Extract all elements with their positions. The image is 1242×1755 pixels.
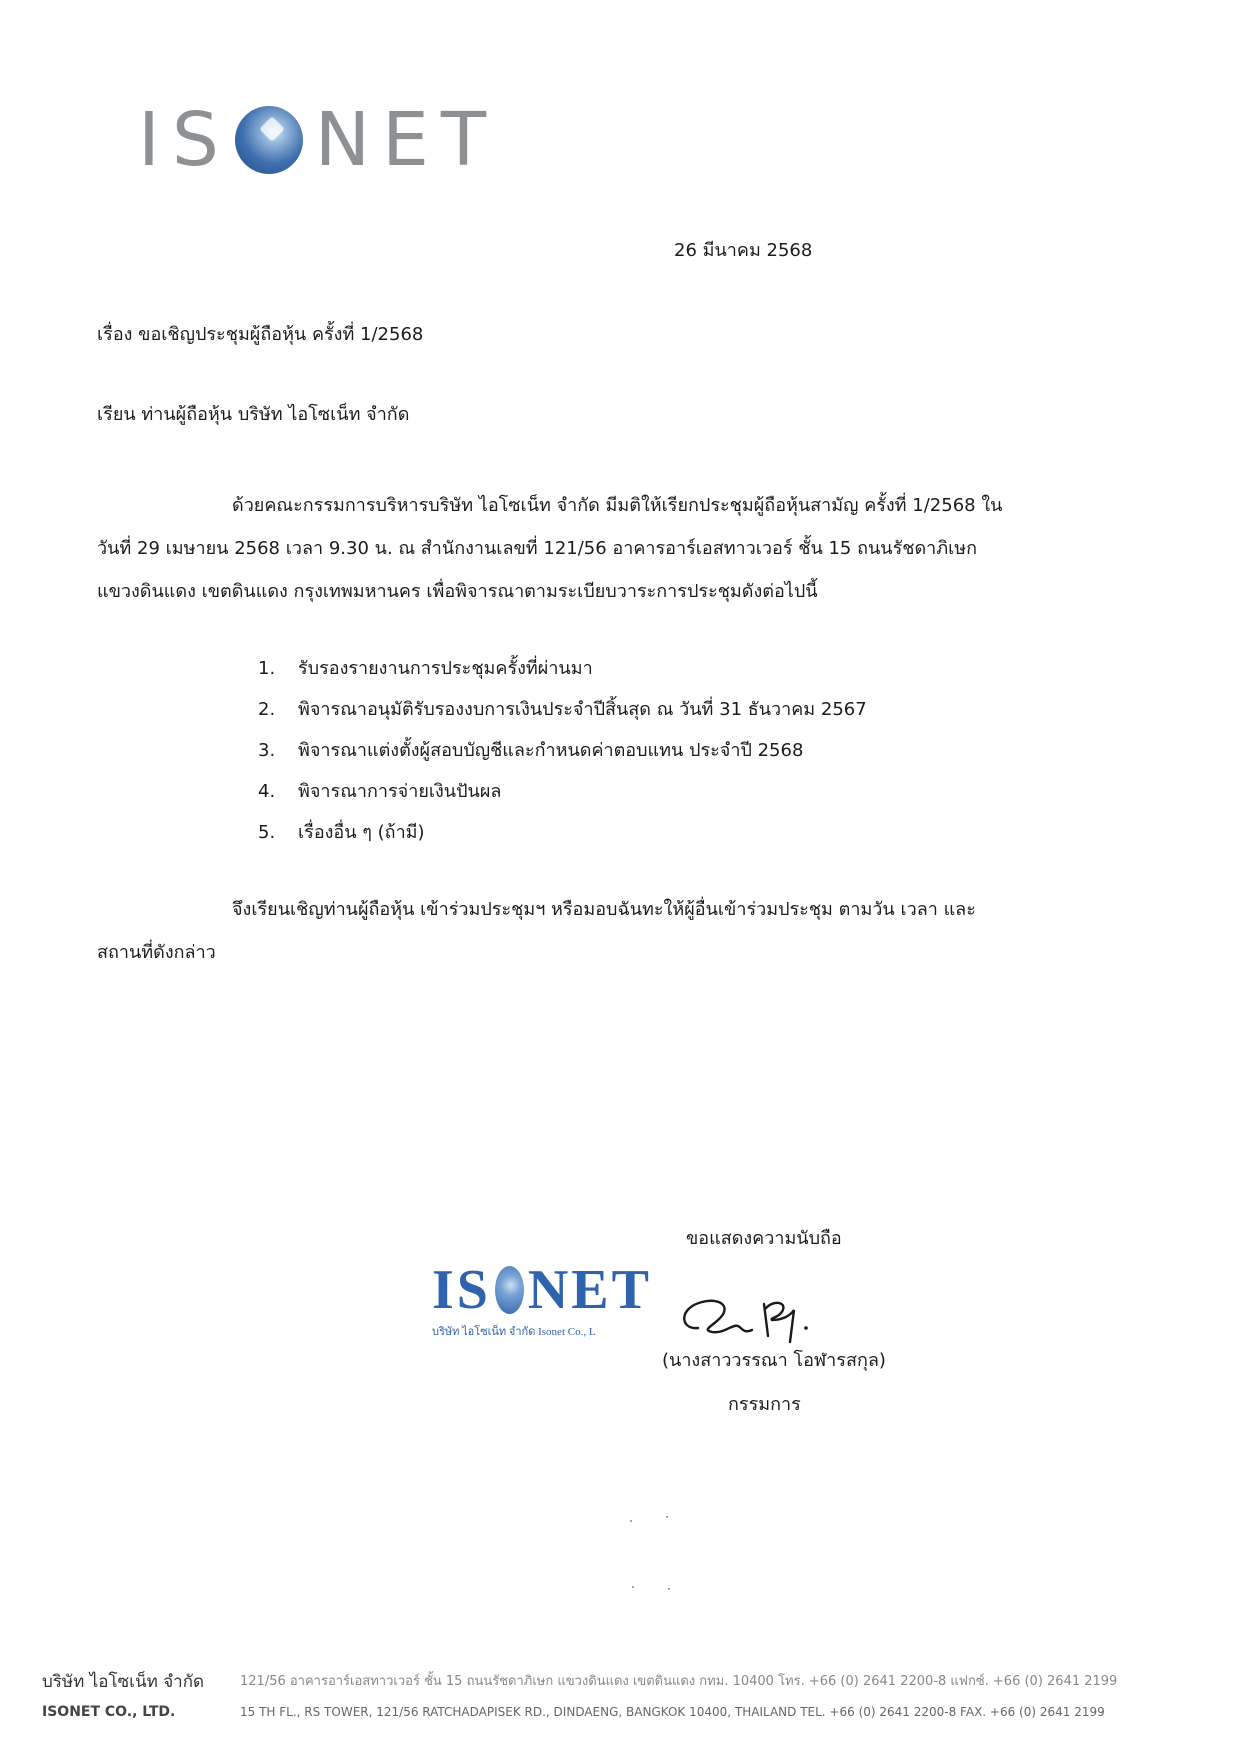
signer-name: (นางสาววรรณา โอฬารสกุล) xyxy=(662,1350,886,1371)
closing-line: สถานที่ดังกล่าว xyxy=(97,942,216,963)
footer-company-th: บริษัท ไอโซเน็ท จำกัด xyxy=(42,1672,205,1692)
company-logo xyxy=(138,97,499,183)
logo-text-right: NET xyxy=(314,97,499,183)
letter-salutation: เรียน ท่านผู้ถือหุ้น บริษัท ไอโซเน็ท จำกัด xyxy=(97,404,410,425)
footer-address-th: 121/56 อาคารอาร์เอสทาวเวอร์ ชั้น 15 ถนนรัชดาภิเษก แขวงดินแดง เขตดินแดง กทม. 10400 โทร. +66 (0) 2641 2200-8 แฟกซ์. +66 (0) 2641 2199 xyxy=(240,1674,1118,1689)
letter-subject: เรื่อง ขอเชิญประชุมผู้ถือหุ้น ครั้งที่ 1/2568 xyxy=(97,324,424,345)
agenda-number: 1. xyxy=(258,658,276,679)
agenda-number: 2. xyxy=(258,699,276,720)
handwritten-signature xyxy=(672,1286,852,1350)
logo-text-left: IS xyxy=(138,97,231,183)
agenda-text: เรื่องอื่น ๆ (ถ้ามี) xyxy=(298,822,425,843)
closing-paragraph xyxy=(97,888,1052,974)
body-paragraph xyxy=(97,484,1052,613)
body-line: ด้วยคณะกรรมการบริหารบริษัท ไอโซเน็ท จำกัด มีมติให้เรียกประชุมผู้ถือหุ้นสามัญ ครั้งที่ 1/2568 ใน xyxy=(232,495,1003,516)
closing-line: จึงเรียนเชิญท่านผู้ถือหุ้น เข้าร่วมประชุมฯ หรือมอบฉันทะให้ผู้อื่นเข้าร่วมประชุม ตามวัน เวลา และ xyxy=(232,899,976,920)
agenda-number: 3. xyxy=(258,740,276,761)
footer-company-en: ISONET CO., LTD. xyxy=(42,1704,176,1720)
agenda-number: 4. xyxy=(258,781,276,802)
signer-position: กรรมการ xyxy=(728,1394,801,1415)
agenda-item xyxy=(258,689,867,730)
footer-address-en: 15 TH FL., RS TOWER, 121/56 RATCHADAPISEK RD., DINDAENG, BANGKOK 10400, THAILAND TEL. +66 (0) 2641 2200-8 FAX. +66 (0) 2641 2199 xyxy=(240,1705,1105,1719)
agenda-text: พิจารณาแต่งตั้งผู้สอบบัญชีและกำหนดค่าตอบแทน ประจำปี 2568 xyxy=(298,740,804,761)
regards-text: ขอแสดงความนับถือ xyxy=(686,1228,842,1249)
stamp-text-left: IS xyxy=(432,1259,491,1321)
scan-speck xyxy=(632,1586,634,1588)
scan-speck xyxy=(668,1588,670,1590)
body-line: วันที่ 29 เมษายน 2568 เวลา 9.30 น. ณ สำนักงานเลขที่ 121/56 อาคารอาร์เอสทาวเวอร์ ชั้น 15 ถนนรัชดาภิเษก xyxy=(97,538,978,559)
stamp-caption: บริษัท ไอโซเน็ท จำกัด Isonet Co., L xyxy=(432,1326,596,1338)
company-stamp xyxy=(432,1259,652,1340)
agenda-number: 5. xyxy=(258,822,276,843)
body-line: แขวงดินแดง เขตดินแดง กรุงเทพมหานคร เพื่อพิจารณาตามระเบียบวาระการประชุมดังต่อไปนี้ xyxy=(97,581,818,602)
agenda-item xyxy=(258,771,867,812)
letter-date: 26 มีนาคม 2568 xyxy=(674,240,813,261)
agenda-text: พิจารณาอนุมัติรับรองงบการเงินประจำปีสิ้นสุด ณ วันที่ 31 ธันวาคม 2567 xyxy=(298,699,867,720)
stamp-text-right: NET xyxy=(527,1259,652,1321)
globe-icon xyxy=(495,1266,524,1314)
agenda-item xyxy=(258,730,867,771)
agenda-text: พิจารณาการจ่ายเงินปันผล xyxy=(298,781,502,802)
agenda-item xyxy=(258,648,867,689)
globe-icon xyxy=(235,106,303,174)
scan-speck xyxy=(666,1516,668,1518)
agenda-list xyxy=(258,648,867,853)
agenda-text: รับรองรายงานการประชุมครั้งที่ผ่านมา xyxy=(298,658,593,679)
scan-speck xyxy=(630,1520,632,1522)
agenda-item xyxy=(258,812,867,853)
